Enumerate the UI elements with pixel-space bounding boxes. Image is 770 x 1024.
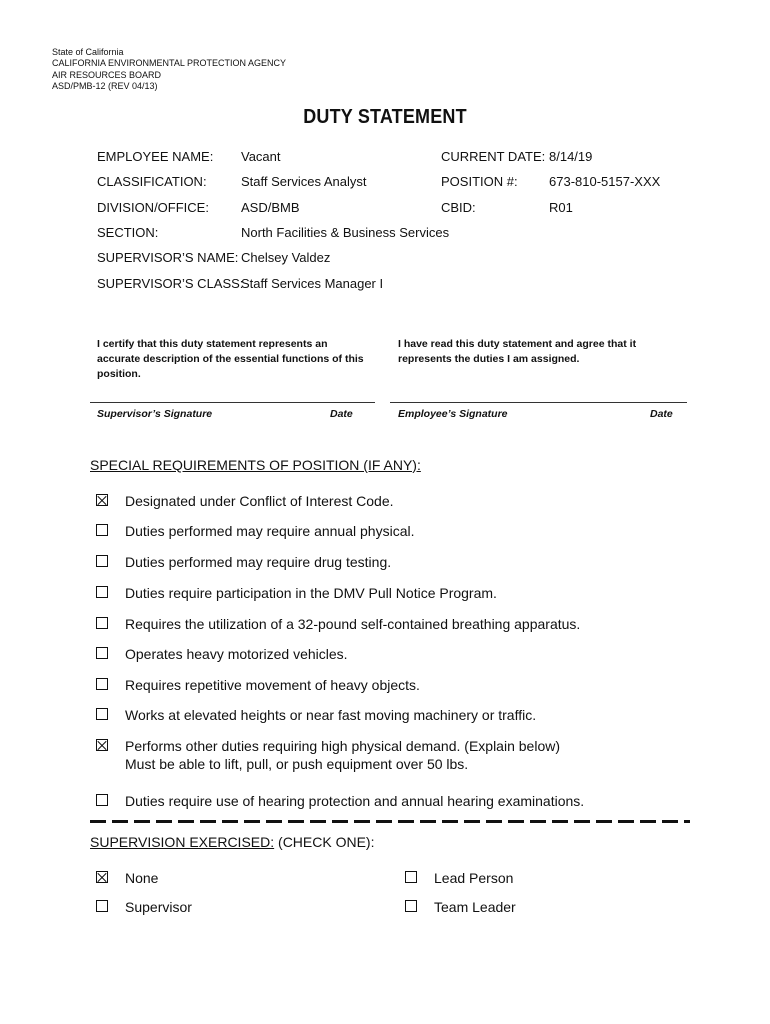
employee-signature-line[interactable] <box>390 402 687 403</box>
supervisor-class-value[interactable]: Staff Services Manager I <box>241 276 384 291</box>
supervision-option-none[interactable]: None <box>96 869 158 887</box>
cbid-label: CBID: <box>441 200 476 215</box>
supervision-option-team-leader[interactable]: Team Leader <box>405 898 516 916</box>
requirement-item[interactable]: Duties performed may require annual physical. <box>96 522 414 540</box>
header-agency: CALIFORNIA ENVIRONMENTAL PROTECTION AGENCY <box>52 58 287 68</box>
current-date-label: CURRENT DATE: <box>441 149 546 164</box>
supervisor-date-label: Date <box>330 408 353 420</box>
employee-signature-label: Employee’s Signature <box>398 408 508 420</box>
checkbox-annual-physical[interactable] <box>96 524 108 536</box>
header-board: AIR RESOURCES BOARD <box>52 70 162 80</box>
supervision-option-lead-person[interactable]: Lead Person <box>405 869 513 887</box>
header-form-id: ASD/PMB-12 (REV 04/13) <box>52 81 158 91</box>
cbid-value[interactable]: R01 <box>549 200 573 215</box>
position-number-label: POSITION #: <box>441 174 518 189</box>
requirement-item[interactable]: Requires repetitive movement of heavy objects. <box>96 676 420 694</box>
current-date-value[interactable]: 8/14/19 <box>549 149 593 164</box>
supervision-heading: SUPERVISION EXERCISED: (CHECK ONE): <box>90 834 375 850</box>
section-value[interactable]: North Facilities & Business Services <box>241 225 450 240</box>
supervisor-signature-line[interactable] <box>90 402 375 403</box>
requirement-item[interactable]: Duties performed may require drug testing. <box>96 553 391 571</box>
checkbox-repetitive-movement[interactable] <box>96 678 108 690</box>
checkbox-conflict-of-interest[interactable] <box>96 494 108 506</box>
page-title: DUTY STATEMENT <box>303 106 467 128</box>
requirement-explanation[interactable]: Must be able to lift, pull, or push equipment over 50 lbs. <box>125 756 469 772</box>
requirement-item[interactable]: Duties require participation in the DMV Pull Notice Program. <box>96 584 497 602</box>
division-office-label: DIVISION/OFFICE: <box>97 200 209 215</box>
requirement-item[interactable]: Duties require use of hearing protection and annual hearing examinations. <box>96 792 584 810</box>
section-label: SECTION: <box>97 225 159 240</box>
classification-label: CLASSIFICATION: <box>97 174 207 189</box>
classification-value[interactable]: Staff Services Analyst <box>241 174 367 189</box>
supervisor-name-value[interactable]: Chelsey Valdez <box>241 250 331 265</box>
supervisor-certification-text: I certify that this duty statement represents an accurate description of the essential functions of this position. <box>97 338 364 380</box>
supervisor-signature-label: Supervisor’s Signature <box>97 408 213 420</box>
requirement-item[interactable]: Designated under Conflict of Interest Code. <box>96 492 394 510</box>
checkbox-lead-person[interactable] <box>405 871 417 883</box>
checkbox-supervisor[interactable] <box>96 900 108 912</box>
supervisor-name-label: SUPERVISOR’S NAME: <box>97 250 239 265</box>
checkbox-elevated-heights[interactable] <box>96 708 108 720</box>
supervisor-class-label: SUPERVISOR’S CLASS: <box>97 276 244 291</box>
employee-date-label: Date <box>650 408 673 420</box>
employee-name-label: EMPLOYEE NAME: <box>97 149 214 164</box>
supervision-option-supervisor[interactable]: Supervisor <box>96 898 192 916</box>
checkbox-none[interactable] <box>96 871 108 883</box>
employee-name-value[interactable]: Vacant <box>241 149 281 164</box>
checkbox-hearing-protection[interactable] <box>96 794 108 806</box>
header-state: State of California <box>52 47 124 57</box>
requirement-text: Performs other duties requiring high physical demand. (Explain below) <box>125 738 560 754</box>
checkbox-breathing-apparatus[interactable] <box>96 617 108 629</box>
checkbox-heavy-vehicles[interactable] <box>96 647 108 659</box>
checkbox-team-leader[interactable] <box>405 900 417 912</box>
special-requirements-heading: SPECIAL REQUIREMENTS OF POSITION (IF ANY): <box>90 457 421 473</box>
requirement-item[interactable] <box>96 737 560 773</box>
position-number-value[interactable]: 673-810-5157-XXX <box>549 174 661 189</box>
requirement-item[interactable]: Operates heavy motorized vehicles. <box>96 645 348 663</box>
requirement-item[interactable]: Works at elevated heights or near fast moving machinery or traffic. <box>96 706 536 724</box>
requirement-item[interactable]: Requires the utilization of a 32-pound self-contained breathing apparatus. <box>96 615 580 633</box>
employee-certification-text: I have read this duty statement and agree that it represents the duties I am assigned. <box>398 338 637 365</box>
division-office-value[interactable]: ASD/BMB <box>241 200 300 215</box>
checkbox-dmv-pull-notice[interactable] <box>96 586 108 598</box>
checkbox-high-physical-demand[interactable] <box>96 739 108 751</box>
checkbox-drug-testing[interactable] <box>96 555 108 567</box>
section-divider <box>90 820 690 823</box>
